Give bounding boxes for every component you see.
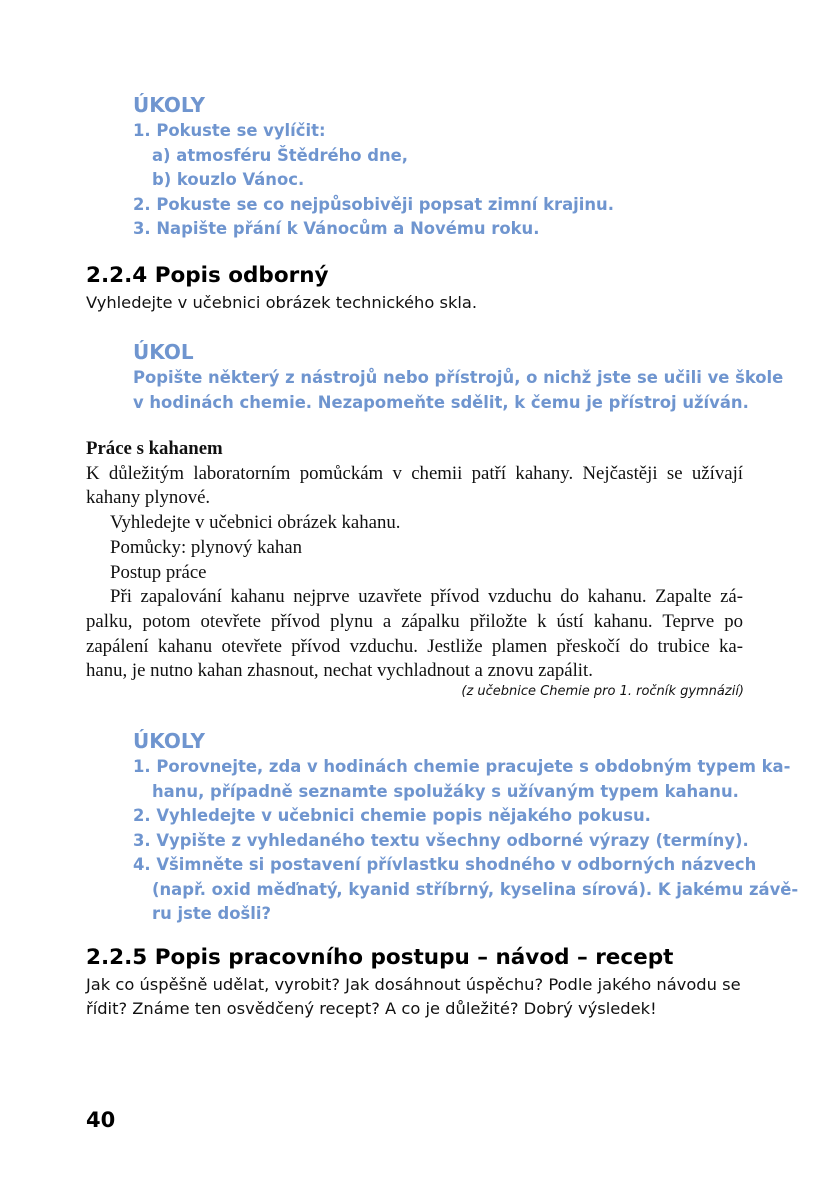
task-title: ÚKOLY [133,93,205,117]
task-text-line: v hodinách chemie. Nezapomeňte sdělit, k čemu je přístroj užíván. [133,392,749,412]
task-item-cont: (např. oxid měďnatý, kyanid stříbrný, kyselina sírová). K jakému závě- [152,879,799,899]
task-item: 2. Vyhledejte v učebnici chemie popis nějakého pokusu. [133,806,651,825]
excerpt-line: zapálení kahanu otevřete přívod vzduchu. Jestliže plamen přeskočí do trubice ka- [86,635,743,657]
excerpt-line: Pomůcky: plynový kahan [110,536,302,558]
excerpt-line: K důležitým laboratorním pomůckám v chemii patří kahany. Nejčastěji se užívají [86,462,743,484]
task-item: 4. Všimněte si postavení přívlastku shodného v odborných názvech [133,855,757,874]
task-item: 1. Porovnejte, zda v hodinách chemie pracujete s obdobným typem ka- [133,757,791,776]
excerpt-line: Postup práce [110,561,207,583]
excerpt-line: kahany plynové. [86,487,211,509]
section-225-intro-line: řídit? Známe ten osvědčený recept? A co je důležité? Dobrý výsledek! [86,999,657,1018]
section-225-intro-line: Jak co úspěšně udělat, vyrobit? Jak dosáhnout úspěchu? Podle jakého návodu se [86,975,741,994]
task-title: ÚKOLY [133,729,205,753]
task-block-2 [133,340,783,415]
excerpt-title: Práce s kahanem [86,438,223,459]
section-heading-225: 2.2.5 Popis pracovního postupu – návod – recept [86,945,674,970]
task-block-1 [133,93,614,242]
page-number: 40 [86,1108,116,1132]
excerpt-line: hanu, je nutno kahan zhasnout, nechat vychladnout a znovu zapálit. [86,660,593,682]
section-224-intro: Vyhledejte v učebnici obrázek technického skla. [86,293,478,312]
task-item-cont: hanu, případně seznamte spolužáky s užívaným typem kahanu. [152,781,739,801]
excerpt-kahan [86,437,743,684]
task-subitem: b) kouzlo Vánoc. [152,170,305,189]
section-225-intro [86,973,746,1021]
task-block-3 [133,729,798,927]
task-item: 3. Napište přání k Vánocům a Novému roku. [133,219,540,238]
task-subitem: a) atmosféru Štědrého dne, [152,145,409,165]
section-heading-224: 2.2.4 Popis odborný [86,263,329,288]
task-item: 1. Pokuste se vylíčit: [133,121,326,140]
task-item: 3. Vypište z vyhledaného textu všechny odborné výrazy (termíny). [133,830,749,850]
excerpt-source: (z učebnice Chemie pro 1. ročník gymnázií) [461,684,744,699]
task-text-line: Popište některý z nástrojů nebo přístrojů, o nichž jste se učili ve škole [133,368,784,387]
task-item-cont: ru jste došli? [152,904,271,923]
excerpt-line: palku, potom otevřete přívod plynu a zápalku přiložte k ústí kahanu. Teprve po [86,610,743,632]
excerpt-line: Vyhledejte v učebnici obrázek kahanu. [110,512,401,534]
task-title: ÚKOL [133,340,194,364]
task-item: 2. Pokuste se co nejpůsobivěji popsat zimní krajinu. [133,194,614,214]
excerpt-line: Při zapalování kahanu nejprve uzavřete přívod vzduchu do kahanu. Zapalte zá- [110,586,743,608]
